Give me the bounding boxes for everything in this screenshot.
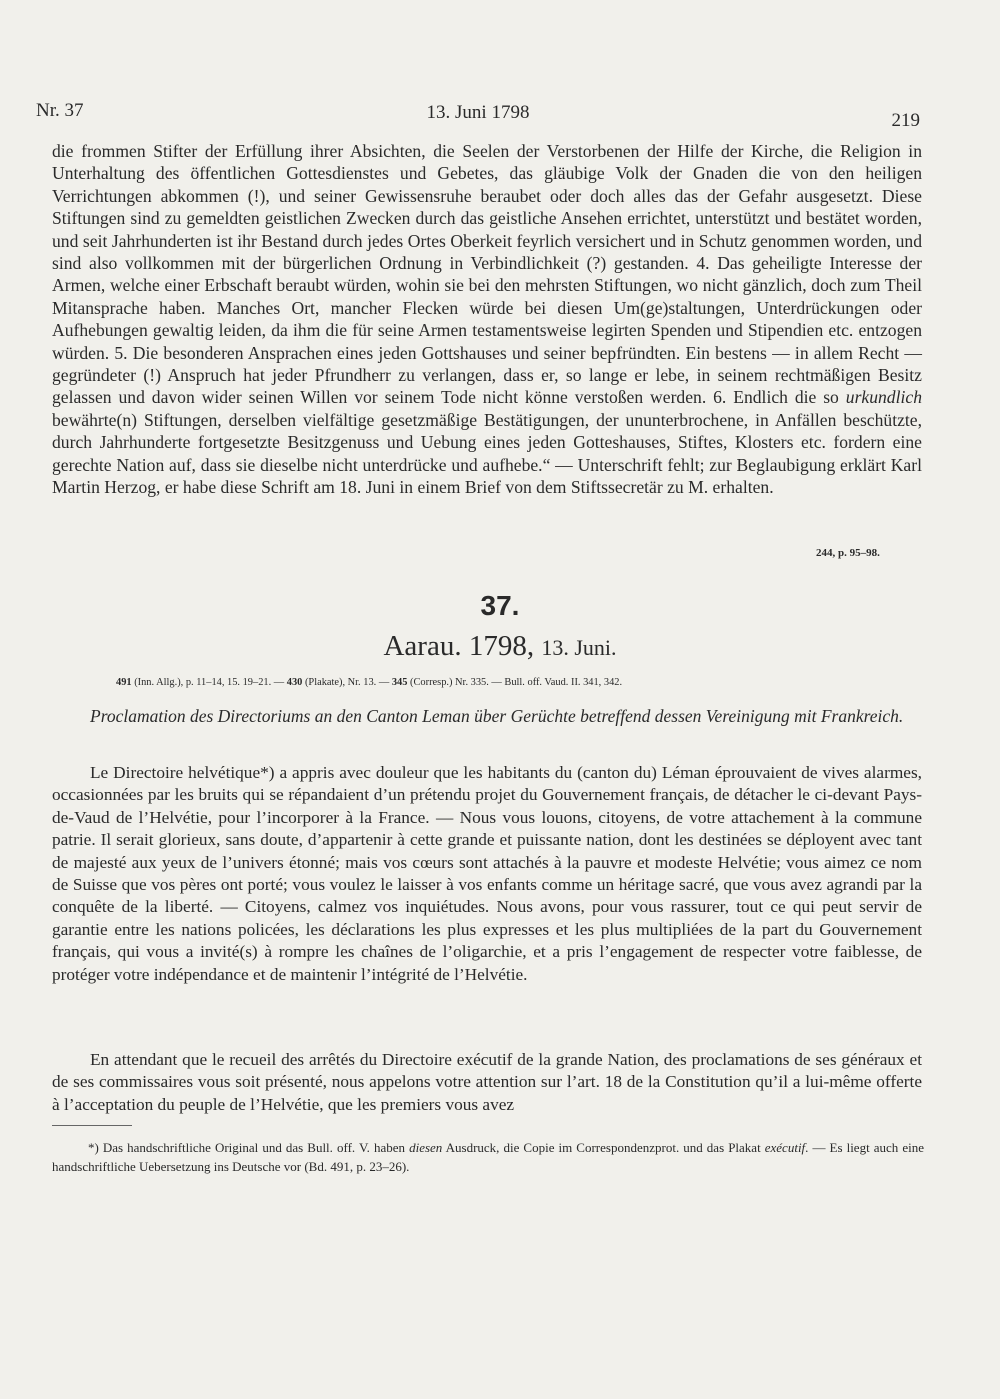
sources-line bbox=[116, 677, 622, 688]
source-number: 430 bbox=[286, 677, 303, 688]
footnote-text: . — Es liegt auch eine handschriftliche Uebersetzung ins Deutsche vor (Bd. 491, p. 23–26). bbox=[52, 1140, 924, 1174]
document-number-heading: 37. bbox=[480, 590, 520, 621]
footnote-italic: diesen bbox=[409, 1140, 443, 1155]
footnote bbox=[52, 1138, 924, 1176]
italic-word: urkundlich bbox=[845, 387, 922, 408]
place-date-heading bbox=[0, 630, 1000, 663]
place-year: Aarau. 1798, bbox=[383, 630, 535, 662]
source-detail: (Corresp.) Nr. 335. — Bull. off. Vaud. II. 341, 342. bbox=[407, 677, 623, 688]
source-number: 491 bbox=[116, 677, 132, 688]
paragraph-text: die frommen Stifter der Erfüllung ihrer Absichten, die Seelen der Verstorbenen der Hilfe der Kirche, die Religion in Unterhaltung des öffentlichen Gottesdienstes und Gebetes, das gläubige Volk der Gnaden die von den heiligen Verrichtungen abkommen (!), und seiner Gewissensruhe beraubet oder doch alles das der Gefahr ausgesetzt. Diese Stiftungen sind zu gemeldten geistlichen Zwecken durch das geistliche Ansehen errichtet, unterstützt und bestätet worden, und seit Jahrhunderten ist ihr Bestand durch jedes Ortes Oberkeit feyrlich versichert und in Schutz genommen worden, und sind also vollkommen mit der bürgerlichen Ordnung in Verbindlichkeit (?) gestanden. 4. Das geheiligte Interesse der Armen, welche einer Erbschaft beraubt würden, wohin sie bei den mehrsten Stiftungen, wo nicht gänzlich, doch zum Theil Mitansprache haben. Manches Ort, mancher Flecken würde bei diesen Um(ge)staltungen, Unterdrückungen oder Aufhebungen gewaltig leiden, da ihm die für seine Armen testamentsweise legirten Spenden und Stipendien etc. entzogen würden. 5. Die besonderen Ansprachen eines jeden Gottshauses und seiner bepfründten. Ein bestens — in allem Recht — gegründeter (!) Anspruch hat jeder Pfrundherr zu verlangen, dass er, so lange er lebe, in seinem rechtmäßigen Besitz gelassen und davon wider seinen Willen vor seinem Tode nicht könne verstoßen werden. 6. Endlich die so bbox=[52, 141, 922, 408]
source-number: 345 bbox=[391, 677, 408, 688]
source-reference: 244, p. 95–98. bbox=[816, 547, 880, 559]
page-header bbox=[36, 100, 920, 134]
source-detail: (Plakate), Nr. 13. — bbox=[302, 677, 392, 688]
footnote-text: *) Das handschriftliche Original und das Bull. off. V. haben bbox=[88, 1140, 410, 1155]
source-detail: (Inn. Allg.), p. 11–14, 15. 19–21. — bbox=[131, 677, 287, 688]
document-subtitle: Proclamation des Directoriums an den Canton Leman über Gerüchte betreffend dessen Vereinigung mit Frankreich. bbox=[90, 706, 904, 726]
page-number: 219 bbox=[891, 110, 920, 131]
continued-paragraph bbox=[52, 140, 922, 499]
footnote-italic: exécutif bbox=[764, 1140, 806, 1155]
footnote-divider bbox=[52, 1125, 132, 1126]
header-date: 13. Juni 1798 bbox=[426, 102, 530, 123]
document-number-header: Nr. 37 bbox=[36, 100, 84, 121]
paragraph-text-cont: bewährte(n) Stiftungen, derselben vielfältige gesetzmäßige Bestätigungen, der ununterbrochene, in Anfällen beschützte, durch Jahrhunderte fortgesetzte Besitzgenuss und Uebung eines jeden Gotteshauses, Stiftes, Klosters etc. fordern eine gerechte Nation auf, dass sie dieselbe nicht unterdrücke und aufhebe.“ — Unterschrift fehlt; zur Beglaubigung erklärt Karl Martin Herzog, er habe diese Schrift am 18. Juni in einem Brief von dem Stiftssecretär zu M. erhalten. bbox=[52, 409, 922, 498]
day-month: 13. Juni. bbox=[541, 635, 617, 660]
footnote-text: Ausdruck, die Copie im Correspondenzprot. und das Plakat bbox=[442, 1140, 765, 1155]
proclamation-paragraph-2: En attendant que le recueil des arrêtés du Directoire exécutif de la grande Nation, des proclamations de ses généraux et de ses commissaires vous soit présenté, nous appelons votre attention sur l’art. 18 de la Constitution qu’il a lui-même offerte à l’acceptation du peuple de l’Helvétie, que les premiers vous avez bbox=[52, 1050, 922, 1114]
proclamation-paragraph-1: Le Directoire helvétique*) a appris avec douleur que les habitants du (canton du) Léman éprouvaient de vives alarmes, occasionnées par les bruits qui se répandaient d’un prétendu projet du Gouvernement français, de détacher le ci-devant Pays-de-Vaud de l’Helvétie, pour l’incorporer à la France. — Nous vous louons, citoyens, de votre attachement à la commune patrie. Il serait glorieux, sans doute, d’appartenir à cette grande et puissante nation, dont les destinées se déployent avec tant de majesté aux yeux de l’univers étonné; mais vos cœurs sont attachés à la pauvre et modeste Helvétie; vous aimez ce nom de Suisse que vos pères ont porté; vous voulez le laisser à vos enfants comme un héritage sacré, que vous avez agrandi par la conquête de la liberté. — Citoyens, calmez vos inquiétudes. Nous avons, pour vous rassurer, tout ce qui peut servir de garantie entre les nations policées, les déclarations les plus expresses et les plus multipliées de la part du Gouvernement français, qui vous a invité(s) à rompre les chaînes de l’oligarchie, et a pris l’engagement de respecter votre faiblesse, de protéger votre indépendance et de maintenir l’intégrité de l’Helvétie. bbox=[52, 763, 922, 984]
